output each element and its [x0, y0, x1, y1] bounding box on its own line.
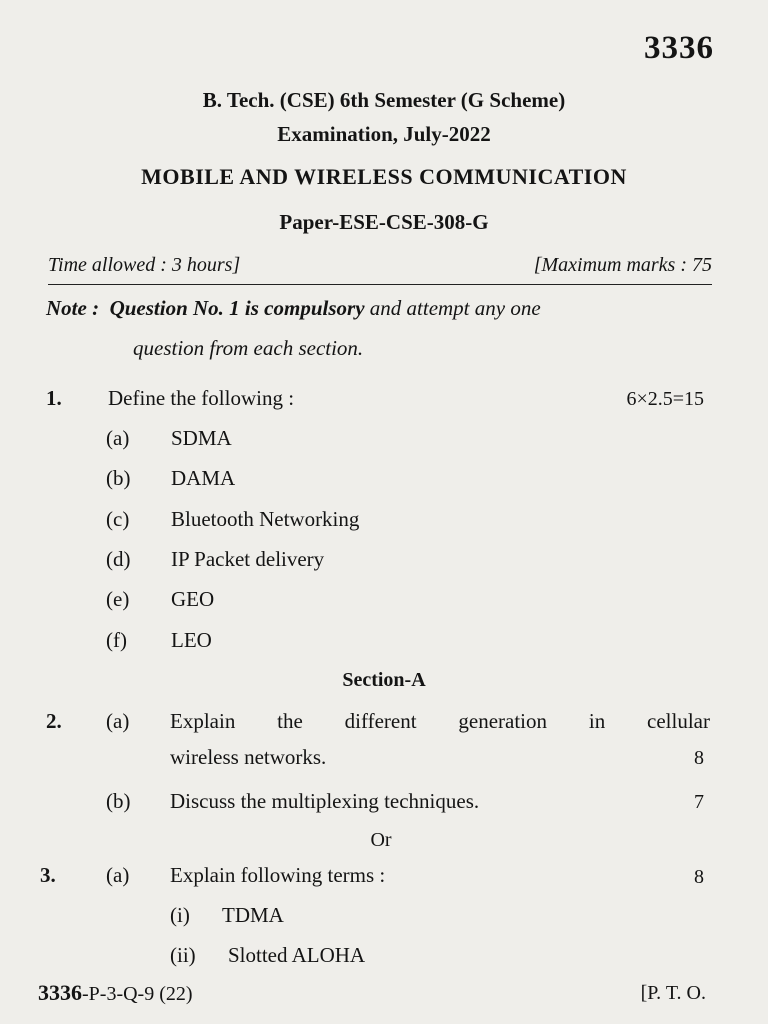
q1-item-text: IP Packet delivery [171, 547, 325, 571]
q3-i-text: TDMA [222, 903, 284, 927]
question-1-text: Define the following : [108, 386, 295, 410]
q1-item-text: DAMA [171, 466, 236, 490]
paper-number: 3336 [644, 30, 714, 66]
question-3-number: 3. [40, 863, 56, 887]
q2-a-label: (a) [106, 709, 130, 733]
q1-item-label: (a) [106, 426, 130, 450]
q3-a-label: (a) [106, 863, 130, 887]
q2-a-text-line2: wireless networks. [170, 745, 327, 769]
question-1-marks: 6×2.5=15 [626, 388, 704, 410]
q3-a-text: Explain following terms : [170, 863, 386, 887]
q3-i-label: (i) [170, 903, 190, 927]
pto-label: [P. T. O. [640, 982, 706, 1004]
paper-code: Paper-ESE-CSE-308-G [279, 210, 489, 234]
q2-b-text: Discuss the multiplexing techniques. [170, 789, 480, 813]
q1-item-label: (f) [106, 628, 127, 652]
footer-code [38, 980, 193, 1006]
subject-title: MOBILE AND WIRELESS COMMUNICATION [141, 164, 627, 189]
note-label: Note : [46, 296, 100, 320]
exam-meta [48, 254, 712, 277]
q1-item-label: (d) [106, 547, 131, 571]
q2-a-text-line1: Explain the different generation in cellular [170, 709, 710, 733]
footer-code-rest: -P-3-Q-9 (22) [82, 983, 193, 1005]
q3-a-marks: 8 [694, 866, 704, 888]
header-divider [48, 284, 712, 285]
q1-item-label: (c) [106, 507, 130, 531]
q3-ii-text: Slotted ALOHA [228, 943, 366, 967]
exam-title: Examination, July-2022 [277, 122, 491, 146]
q1-item-text: LEO [171, 628, 212, 652]
or-divider: Or [370, 829, 392, 851]
question-1-number: 1. [46, 386, 62, 410]
course-title: B. Tech. (CSE) 6th Semester (G Scheme) [202, 88, 566, 112]
note-compulsory: Question No. 1 is compulsory [109, 296, 365, 320]
q1-item-text: SDMA [171, 426, 232, 450]
footer-code-bold: 3336 [38, 980, 82, 1005]
q2-a-marks: 8 [694, 747, 704, 769]
q1-item-text: Bluetooth Networking [171, 507, 360, 531]
note-line2: question from each section. [133, 336, 364, 360]
section-a-heading: Section-A [342, 669, 426, 691]
note [46, 296, 541, 321]
q1-item-text: GEO [171, 587, 215, 611]
note-rest: and attempt any one [364, 296, 541, 320]
q3-ii-label: (ii) [170, 943, 196, 967]
question-2-number: 2. [46, 709, 62, 733]
q1-item-label: (e) [106, 587, 130, 611]
time-allowed: Time allowed : 3 hours] [48, 254, 241, 276]
maximum-marks: [Maximum marks : 75 [533, 254, 712, 276]
q2-b-label: (b) [106, 789, 131, 813]
q2-b-marks: 7 [694, 791, 704, 813]
q1-item-label: (b) [106, 466, 131, 490]
